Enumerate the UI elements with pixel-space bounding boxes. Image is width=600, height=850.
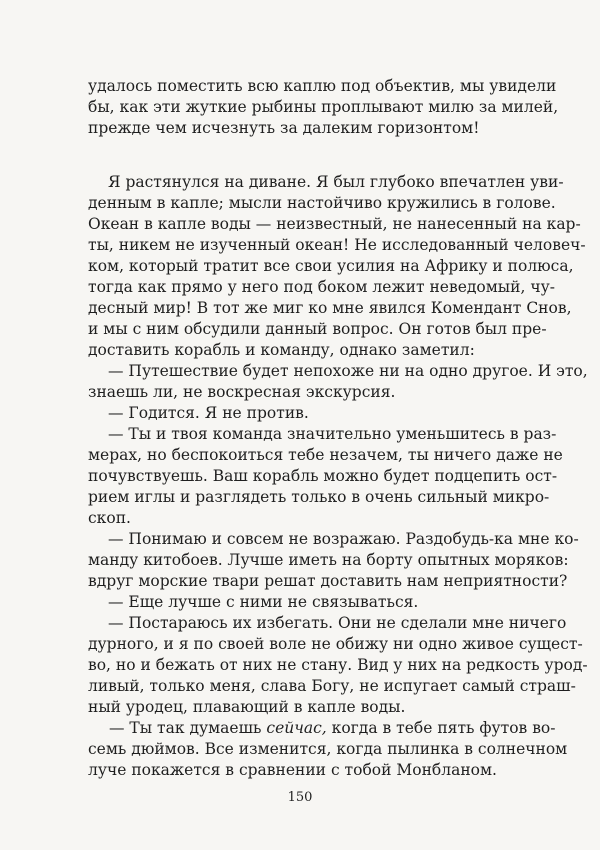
text-line: Я растянулся на диване. Я был глубоко впечатлен уви- xyxy=(108,173,564,191)
text-line: бы, как эти жуткие рыбины проплывают милю за милей, xyxy=(88,98,559,116)
text-line: десный мир! В тот же миг ко мне явился Комендант Снов, xyxy=(88,299,572,317)
text-line: скоп. xyxy=(88,509,131,527)
text-line: — Понимаю и совсем не возражаю. Раздобудь-ка мне ко- xyxy=(108,530,579,548)
text-line: рием иглы и разглядеть только в очень сильный микро- xyxy=(88,488,550,506)
text-line: денным в капле; мысли настойчиво кружились в голове. xyxy=(88,194,556,212)
text-line: Океан в капле воды — неизвестный, не нанесенный на кар- xyxy=(88,215,581,233)
page-number: 150 xyxy=(287,790,313,805)
text-line: мерах, но беспокоиться тебе незачем, ты ничего даже не xyxy=(88,446,563,464)
emphasis-word: сейчас, xyxy=(266,719,327,737)
text-line: знаешь ли, не воскресная экскурсия. xyxy=(88,383,396,401)
text-line: доставить корабль и команду, однако заметил: xyxy=(88,341,475,359)
text-run: когда в тебе пять футов во- xyxy=(331,719,556,737)
text-line: и мы с ним обсудили данный вопрос. Он готов был пре- xyxy=(88,320,547,338)
text-line xyxy=(109,718,556,738)
text-line: прежде чем исчезнуть за далеким горизонтом! xyxy=(88,119,480,137)
text-line: — Путешествие будет непохоже ни на одно другое. И это, xyxy=(108,362,588,380)
text-line: ком, который тратит все свои усилия на Африку и полюса, xyxy=(88,257,574,275)
text-line: почувствуешь. Ваш корабль можно будет подцепить ост- xyxy=(88,467,558,485)
text-line: — Годится. Я не против. xyxy=(108,404,309,422)
text-line: — Постараюсь их избегать. Они не сделали мне ничего xyxy=(108,614,567,632)
text-line: ты, никем не изученный океан! Не исследованный человеч- xyxy=(88,236,586,254)
text-line: манду китобоев. Лучше иметь на борту опытных моряков: xyxy=(88,551,569,569)
text-line: ный уродец, плавающий в капле воды. xyxy=(88,698,406,716)
text-line: семь дюймов. Все изменится, когда пылинка в солнечном xyxy=(88,740,568,758)
text-run: — Ты так думаешь xyxy=(109,719,262,737)
text-line: вдруг морские твари решат доставить нам неприятности? xyxy=(88,572,568,590)
text-line: во, но и бежать от них не стану. Вид у них на редкость урод- xyxy=(88,656,588,674)
text-line: удалось поместить всю каплю под объектив, мы увидели xyxy=(88,77,557,95)
text-line: тогда как прямо у него под боком лежит неведомый, чу- xyxy=(88,278,555,296)
text-line: ливый, только меня, слава Богу, не испугает самый страш- xyxy=(88,677,576,695)
text-line: дурного, и я по своей воле не обижу ни одно живое сущест- xyxy=(88,635,583,653)
text-line: луче покажется в сравнении с тобой Монбланом. xyxy=(88,761,497,779)
text-line: — Ты и твоя команда значительно уменьшитесь в раз- xyxy=(108,425,557,443)
text-line: — Еще лучше с ними не связываться. xyxy=(108,593,419,611)
